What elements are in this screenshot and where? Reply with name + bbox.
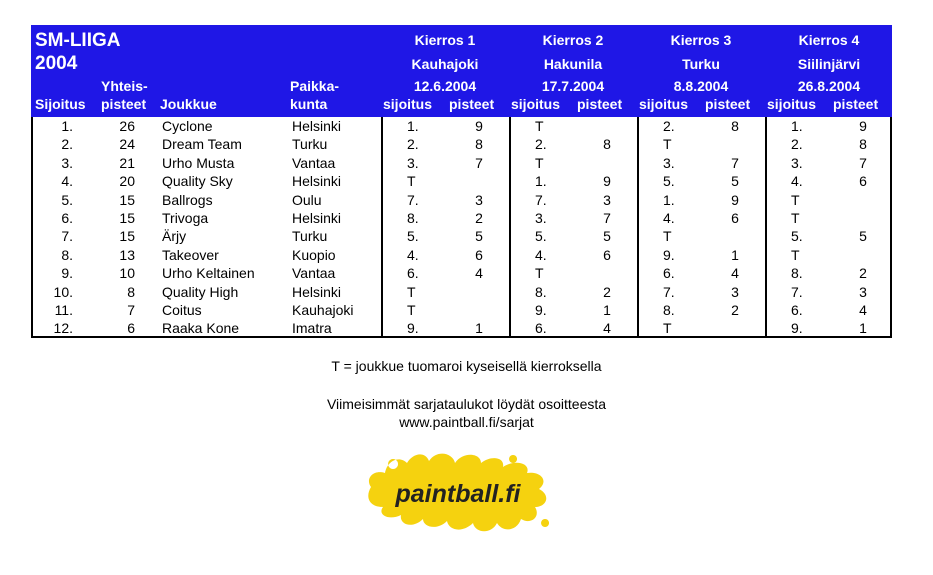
round-1-rank-header: sijoitus	[383, 96, 433, 112]
team-rank: 11.	[54, 302, 73, 318]
round-1-points: 6	[475, 246, 483, 263]
round-2-rank: 2.	[535, 136, 547, 153]
round-4-rank: T	[791, 191, 800, 208]
team-total-points: 21	[119, 154, 135, 171]
team-city: Vantaa	[292, 154, 336, 171]
team-rank: 7.	[61, 228, 73, 245]
team-rank: 10.	[53, 283, 73, 300]
round-4-points: 2	[859, 265, 867, 282]
col-rank-header: Sijoitus	[35, 96, 86, 112]
team-city: Kuopio	[292, 246, 336, 263]
round-2-rank: T	[535, 154, 544, 171]
col-points-header-top: Yhteis-	[101, 78, 148, 94]
round-4-rank: T	[791, 210, 800, 226]
round-4-date: 26.8.2004	[797, 78, 861, 94]
team-rank: 4.	[61, 173, 73, 190]
round-4-points: 4	[859, 302, 867, 318]
team-name: Urho Keltainen	[162, 265, 255, 282]
team-name: Takeover	[162, 246, 219, 263]
team-city: Oulu	[292, 191, 322, 208]
table-row	[33, 246, 890, 264]
round-4-rank: 2.	[791, 136, 803, 153]
col-team-header: Joukkue	[160, 96, 217, 112]
round-3-rank: 4.	[663, 210, 675, 226]
round-3-rank: T	[663, 320, 672, 337]
col-city-header-bottom: kunta	[290, 96, 328, 112]
round-1-rank: T	[407, 302, 416, 318]
round-3-rank: 1.	[663, 191, 675, 208]
round-4-location: Siilinjärvi	[797, 56, 861, 72]
team-total-points: 6	[127, 320, 135, 337]
round-4-points: 9	[859, 118, 867, 134]
round-3-rank: 2.	[663, 118, 675, 134]
round-2-rank: 7.	[535, 191, 547, 208]
round-1-points: 5	[475, 228, 483, 245]
team-rank: 2.	[61, 136, 73, 153]
team-city: Kauhajoki	[292, 302, 354, 318]
team-total-points: 8	[127, 283, 135, 300]
team-city: Helsinki	[292, 210, 342, 226]
round-3-rank: 8.	[663, 302, 675, 318]
round-2-rank: T	[535, 118, 544, 134]
round-2-rank: 1.	[535, 173, 547, 190]
round-3-rank: T	[663, 136, 672, 153]
round-3-points: 9	[731, 191, 739, 208]
team-rank: 5.	[61, 191, 73, 208]
round-1-points-header: pisteet	[449, 96, 495, 112]
round-1-rank: 7.	[407, 191, 419, 208]
round-4-points-header: pisteet	[833, 96, 879, 112]
league-title: SM-LIIGA	[35, 30, 121, 51]
round-1-rank: 8.	[407, 210, 419, 226]
team-name: Dream Team	[162, 136, 242, 153]
round-4-rank: 7.	[791, 283, 803, 300]
round-1-rank: 5.	[407, 228, 419, 245]
standings-table	[31, 25, 892, 338]
round-3-points: 1	[731, 246, 739, 263]
team-city: Helsinki	[292, 173, 342, 190]
table-row	[33, 227, 890, 245]
season-year: 2004	[35, 53, 78, 74]
table-row	[33, 135, 890, 153]
round-3-points: 5	[731, 173, 739, 190]
round-4-points: 6	[859, 173, 867, 190]
table-row	[33, 117, 890, 135]
team-rank: 12.	[53, 320, 73, 337]
round-2-points: 9	[603, 173, 611, 190]
legend-note: T = joukkue tuomaroi kyseisellä kierroksella	[331, 358, 602, 374]
round-3-rank: 5.	[663, 173, 675, 190]
round-4-rank: T	[791, 246, 800, 263]
round-2-points: 8	[603, 136, 611, 153]
team-name: Raaka Kone	[162, 320, 240, 337]
round-1-rank: T	[407, 173, 416, 190]
round-2-rank: 3.	[535, 210, 547, 226]
round-2-name: Kierros 2	[542, 32, 604, 48]
round-2-points: 5	[603, 228, 611, 245]
latest-url[interactable]: www.paintball.fi/sarjat	[399, 414, 534, 430]
round-4-rank-header: sijoitus	[767, 96, 817, 112]
round-4-rank: 6.	[791, 302, 803, 318]
team-name: Cyclone	[162, 118, 213, 134]
round-3-location: Turku	[682, 56, 720, 72]
round-3-points: 3	[731, 283, 739, 300]
round-1-points: 8	[475, 136, 483, 153]
round-2-points: 2	[603, 283, 611, 300]
team-rank: 6.	[61, 210, 73, 226]
round-2-rank: 8.	[535, 283, 547, 300]
round-1-points: 7	[475, 154, 483, 171]
table-header	[31, 25, 892, 117]
round-2-points: 3	[603, 191, 611, 208]
round-4-name: Kierros 4	[798, 32, 860, 48]
paintball-logo	[363, 449, 553, 535]
round-4-rank: 9.	[791, 320, 803, 337]
table-row	[33, 209, 890, 227]
round-4-rank: 1.	[791, 118, 803, 134]
round-3-rank: 9.	[663, 246, 675, 263]
team-total-points: 20	[119, 173, 135, 190]
round-2-date: 17.7.2004	[541, 78, 605, 94]
team-city: Imatra	[292, 320, 332, 337]
team-name: Trivoga	[162, 210, 209, 226]
round-2-rank: 9.	[535, 302, 547, 318]
col-city-header-top: Paikka-	[290, 78, 340, 94]
table-row	[33, 172, 890, 190]
round-3-points: 8	[731, 118, 739, 134]
team-city: Helsinki	[292, 118, 342, 134]
table-row	[33, 301, 890, 319]
round-3-rank: T	[663, 228, 672, 245]
team-city: Turku	[292, 136, 328, 153]
round-2-points: 4	[603, 320, 611, 337]
round-2-points: 1	[603, 302, 611, 318]
round-3-rank: 3.	[663, 154, 675, 171]
round-4-points: 1	[859, 320, 867, 337]
team-name: Quality Sky	[162, 173, 233, 190]
round-3-points-header: pisteet	[705, 96, 751, 112]
team-city: Turku	[292, 228, 328, 245]
round-1-points: 2	[475, 210, 483, 226]
round-1-points: 4	[475, 265, 483, 282]
round-1-points: 3	[475, 191, 483, 208]
round-2-rank: 5.	[535, 228, 547, 245]
team-total-points: 10	[119, 265, 135, 282]
team-total-points: 7	[127, 302, 135, 318]
team-rank: 1.	[61, 118, 73, 134]
round-3-rank: 7.	[663, 283, 675, 300]
team-total-points: 15	[119, 191, 135, 208]
round-3-date: 8.8.2004	[673, 78, 729, 94]
round-2-rank: T	[535, 265, 544, 282]
round-1-rank: 6.	[407, 265, 419, 282]
table-row	[33, 319, 890, 337]
col-points-header-bottom: pisteet	[101, 96, 147, 112]
round-2-location: Hakunila	[543, 56, 603, 72]
round-3-rank-header: sijoitus	[639, 96, 689, 112]
round-2-points-header: pisteet	[577, 96, 623, 112]
round-3-points: 7	[731, 154, 739, 171]
round-1-name: Kierros 1	[414, 32, 476, 48]
round-1-points: 1	[475, 320, 483, 337]
team-total-points: 26	[119, 118, 135, 134]
round-4-points: 3	[859, 283, 867, 300]
team-city: Vantaa	[292, 265, 336, 282]
round-1-date: 12.6.2004	[413, 78, 477, 94]
round-4-points: 5	[859, 228, 867, 245]
round-4-rank: 3.	[791, 154, 803, 171]
round-1-rank: 3.	[407, 154, 419, 171]
team-city: Helsinki	[292, 283, 342, 300]
round-2-rank: 4.	[535, 246, 547, 263]
round-1-rank: 9.	[407, 320, 419, 337]
team-total-points: 15	[119, 210, 135, 226]
round-3-points: 2	[731, 302, 739, 318]
team-rank: 8.	[61, 246, 73, 263]
round-2-rank-header: sijoitus	[511, 96, 561, 112]
round-4-points: 7	[859, 154, 867, 171]
round-1-rank: 4.	[407, 246, 419, 263]
round-1-points: 9	[475, 118, 483, 134]
round-3-name: Kierros 3	[670, 32, 732, 48]
round-3-points: 4	[731, 265, 739, 282]
round-1-rank: 1.	[407, 118, 419, 134]
round-3-points: 6	[731, 210, 739, 226]
round-3-rank: 6.	[663, 265, 675, 282]
team-name: Quality High	[162, 283, 239, 300]
team-total-points: 15	[119, 228, 135, 245]
team-rank: 9.	[61, 265, 73, 282]
round-1-rank: 2.	[407, 136, 419, 153]
team-total-points: 13	[119, 246, 135, 263]
round-4-rank: 5.	[791, 228, 803, 245]
table-row	[33, 264, 890, 282]
round-4-rank: 4.	[791, 173, 803, 190]
team-rank: 3.	[61, 154, 73, 171]
team-name: Urho Musta	[162, 154, 235, 171]
round-4-rank: 8.	[791, 265, 803, 282]
latest-note: Viimeisimmät sarjataulukot löydät osoitteesta	[326, 396, 607, 412]
team-name: Ballrogs	[162, 191, 213, 208]
round-2-rank: 6.	[535, 320, 547, 337]
round-2-points: 6	[603, 246, 611, 263]
team-total-points: 24	[119, 136, 135, 153]
team-name: Coitus	[162, 302, 202, 318]
round-2-points: 7	[603, 210, 611, 226]
table-body	[31, 117, 892, 338]
round-1-location: Kauhajoki	[411, 56, 479, 72]
team-name: Ärjy	[162, 228, 187, 245]
logo-text: paintball.fi	[395, 480, 521, 508]
table-row	[33, 154, 890, 172]
round-4-points: 8	[859, 136, 867, 153]
table-row	[33, 283, 890, 301]
table-row	[33, 191, 890, 209]
round-1-rank: T	[407, 283, 416, 300]
